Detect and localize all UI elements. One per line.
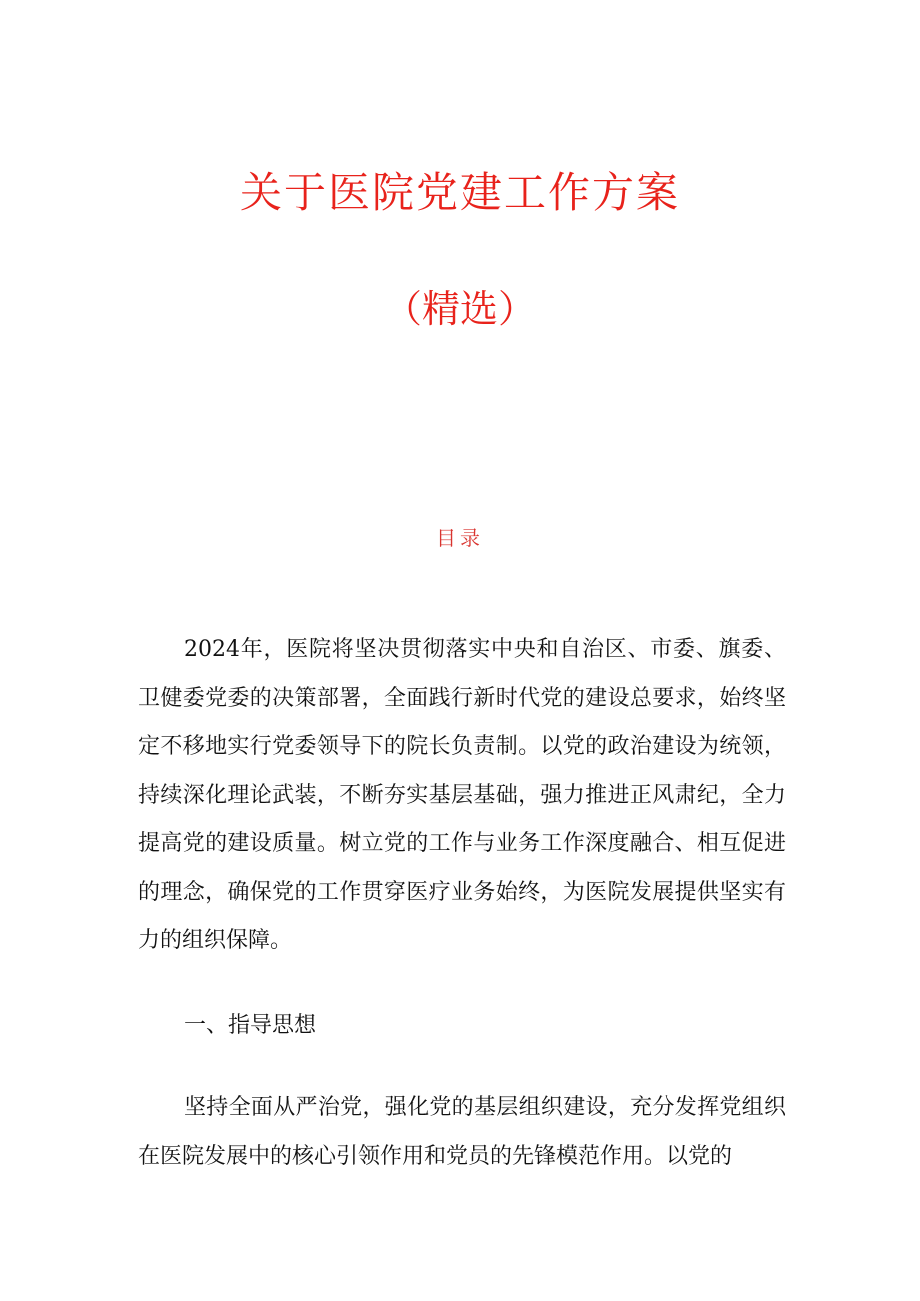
document-subtitle: （精选） bbox=[383, 287, 536, 331]
toc-label: 目录 bbox=[436, 526, 484, 550]
section-heading: 一、指导思想 bbox=[184, 1013, 317, 1038]
intro-paragraph: 2024年，医院将坚决贯彻落实中央和自治区、市委、旗委、卫健委党委的决策部署，全面践行新时代党的建设总要求，始终坚定不移地实行党委领导下的院长负责制。以党的政治建设为统领，持续深化理论武装，不断夯实基层基础，强力推进正风肃纪，全力提高党的建设质量。树立党的工作与业务工作深度融合、相互促进的理念，确保党的工作贯穿医疗业务始终，为医院发展提供坚实有力的组织保障。 bbox=[138, 637, 786, 953]
document-title: 关于医院党建工作方案 bbox=[239, 168, 680, 217]
section-paragraph: 坚持全面从严治党，强化党的基层组织建设，充分发挥党组织在医院发展中的核心引领作用和党员的先锋模范作用。以党的 bbox=[138, 1095, 786, 1169]
